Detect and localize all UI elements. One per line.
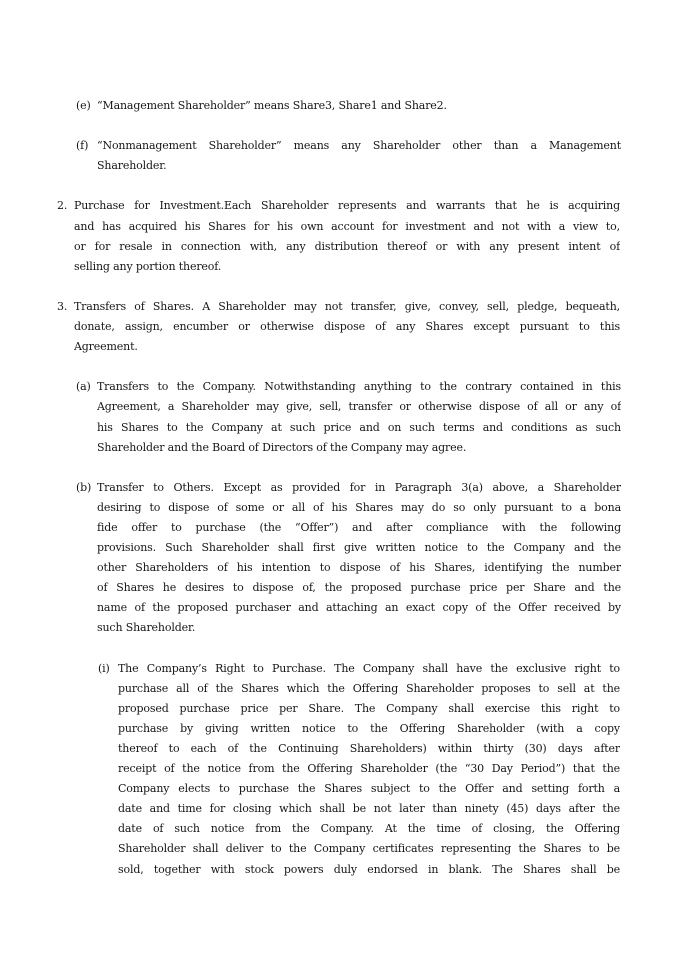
clause-label: (f) xyxy=(76,139,89,153)
clause-line: provisions. Such Shareholder shall first give written notice to the Company and the xyxy=(97,541,621,555)
document-body xyxy=(0,96,680,880)
clause-line: Transfer to Others. Except as provided for in Paragraph 3(a) above, a Shareholder xyxy=(97,480,621,494)
section-2-purchase-for-investment xyxy=(57,196,620,276)
clause-line: desiring to dispose of some or all of his Shares may do so only pursuant to a bona xyxy=(97,500,621,514)
clause-line: Company elects to purchase the Shares subject to the Offer and setting forth a xyxy=(118,782,620,796)
clause-line: fide offer to purchase (the “Offer”) and after compliance with the following xyxy=(97,520,621,534)
clause-line: “Nonmanagement Shareholder” means any Shareholder other than a Management xyxy=(97,139,621,153)
clause-line: Shareholder shall deliver to the Company certificates representing the Shares to be xyxy=(118,842,620,856)
clause-label: (a) xyxy=(76,380,91,394)
clause-line: selling any portion thereof. xyxy=(74,259,222,273)
clause-line: date of such notice from the Company. At the time of closing, the Offering xyxy=(118,822,620,836)
clause-f-nonmanagement-shareholder xyxy=(76,136,621,176)
clause-label: (e) xyxy=(76,99,91,112)
clause-line: Shareholder. xyxy=(97,159,167,173)
clause-a-transfers-to-company xyxy=(76,377,621,457)
paragraph-spacer xyxy=(0,357,680,377)
clause-line: Transfers to the Company. Notwithstanding anything to the contrary contained in this xyxy=(97,380,621,394)
clause-line: name of the proposed purchaser and attaching an exact copy of the Offer received by xyxy=(97,601,621,615)
section-number: 2. xyxy=(57,199,68,213)
clause-label: (b) xyxy=(76,480,92,494)
clause-line: purchase by giving written notice to the Offering Shareholder (with a copy xyxy=(118,721,620,735)
clause-line: thereof to each of the Continuing Shareholders) within thirty (30) days after xyxy=(118,742,620,755)
clause-line: sold, together with stock powers duly endorsed in blank. The Shares shall be xyxy=(118,862,620,876)
section-number: 3. xyxy=(57,299,68,313)
clause-line: his Shares to the Company at such price and on such terms and conditions as such xyxy=(97,420,621,434)
clause-line: Shareholder and the Board of Directors of the Company may agree. xyxy=(97,440,467,454)
paragraph-spacer xyxy=(0,639,680,659)
clause-i-company-right-to-purchase xyxy=(98,659,620,880)
clause-line: such Shareholder. xyxy=(97,621,196,635)
clause-line: and has acquired his Shares for his own account for investment and not with a view to, xyxy=(74,219,620,233)
paragraph-spacer xyxy=(0,116,680,136)
clause-line: Purchase for Investment.Each Shareholder represents and warrants that he is acquiring xyxy=(74,199,620,213)
clause-line: Transfers of Shares. A Shareholder may not transfer, give, convey, sell, pledge, bequeath, xyxy=(74,299,620,313)
clause-line: of Shares he desires to dispose of, the proposed purchase price per Share and the xyxy=(97,581,621,595)
clause-line: or for resale in connection with, any distribution thereof or with any present intent of xyxy=(74,239,620,253)
clause-line: receipt of the notice from the Offering Shareholder (the “30 Day Period”) that the xyxy=(118,762,620,776)
clause-line: date and time for closing which shall be not later than ninety (45) days after the xyxy=(118,802,620,816)
section-3-transfers-of-shares xyxy=(57,297,620,357)
clause-e-management-shareholder xyxy=(76,96,621,116)
clause-line: donate, assign, encumber or otherwise dispose of any Shares except pursuant to this xyxy=(74,320,620,334)
paragraph-spacer xyxy=(0,176,680,196)
clause-line: purchase all of the Shares which the Offering Shareholder proposes to sell at the xyxy=(118,681,620,695)
clause-line: proposed purchase price per Share. The Company shall exercise this right to xyxy=(118,701,620,715)
paragraph-spacer xyxy=(0,458,680,478)
clause-line: Agreement, a Shareholder may give, sell, transfer or otherwise dispose of all or any of xyxy=(97,400,621,414)
clause-line: other Shareholders of his intention to dispose of his Shares, identifying the number xyxy=(97,561,621,575)
clause-line: Agreement. xyxy=(74,340,138,354)
clause-line: “Management Shareholder” means Share3, Share1 and Share2. xyxy=(97,99,447,112)
clause-label: (i) xyxy=(98,661,110,675)
clause-b-transfer-to-others xyxy=(76,478,621,639)
clause-line: The Company’s Right to Purchase. The Company shall have the exclusive right to xyxy=(118,661,620,675)
paragraph-spacer xyxy=(0,277,680,297)
